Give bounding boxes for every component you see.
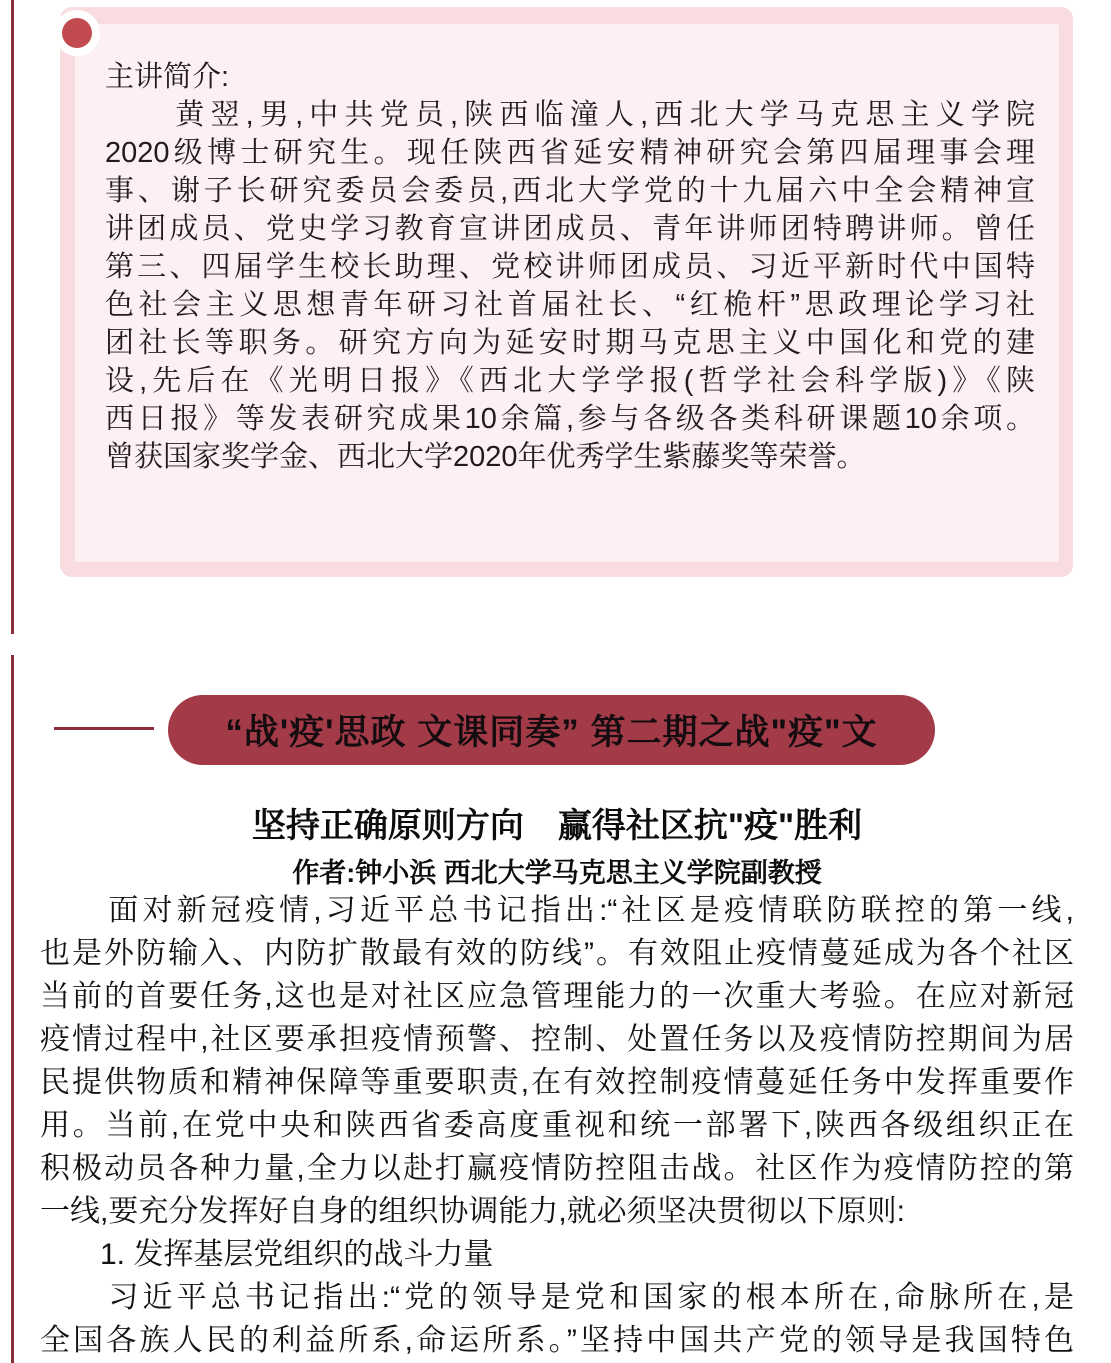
text-line: 也是外防输入、内防扩散最有效的防线”。有效阻止疫情蔓延成为各个社区 bbox=[40, 937, 1074, 970]
text-line: 讲团成员、党史学习教育宣讲团成员、青年讲师团特聘讲师。曾任 bbox=[105, 213, 1035, 245]
left-accent-line-bottom bbox=[11, 655, 14, 1363]
section-dash bbox=[54, 727, 154, 730]
text-line: 用。当前,在党中央和陕西省委高度重视和统一部署下,陕西各级组织正在 bbox=[40, 1109, 1074, 1142]
text-line: 团社长等职务。研究方向为延安时期马克思主义中国化和党的建 bbox=[105, 327, 1035, 359]
decorative-circle-dot-icon bbox=[62, 18, 92, 48]
decorative-circle bbox=[54, 10, 100, 56]
speaker-intro-card bbox=[60, 7, 1073, 577]
text-line: 黄翌,男,中共党员,陕西临潼人,西北大学马克思主义学院 bbox=[105, 99, 1035, 131]
text-line: 一线,要充分发挥好自身的组织协调能力,就必须坚决贯彻以下原则: bbox=[40, 1195, 906, 1228]
text-line: 当前的首要任务,这也是对社区应急管理能力的一次重大考验。在应对新冠 bbox=[40, 980, 1074, 1013]
speaker-intro-text bbox=[75, 24, 1059, 562]
text-line: 设,先后在《光明日报》《西北大学学报(哲学社会科学版)》《陕 bbox=[105, 365, 1035, 397]
text-line: 疫情过程中,社区要承担疫情预警、控制、处置任务以及疫情防控期间为居 bbox=[40, 1023, 1074, 1056]
text-line: 曾获国家奖学金、西北大学2020年优秀学生紫藤奖等荣誉。 bbox=[105, 441, 866, 473]
text-line: 西日报》等发表研究成果10余篇,参与各级各类科研课题10余项。 bbox=[105, 403, 1035, 435]
article-author: 作者:钟小浜 西北大学马克思主义学院副教授 bbox=[292, 858, 822, 888]
text-line: 积极动员各种力量,全力以赴打赢疫情防控阻击战。社区作为疫情防控的第 bbox=[40, 1152, 1074, 1185]
text-line: 民提供物质和精神保障等重要职责,在有效控制疫情蔓延任务中发挥重要作 bbox=[40, 1066, 1074, 1099]
text-line: 面对新冠疫情,习近平总书记指出:“社区是疫情联防联控的第一线, bbox=[40, 894, 1074, 927]
text-line: 色社会主义思想青年研习社首届社长、“红桅杆”思政理论学习社 bbox=[105, 289, 1035, 321]
text-line: 全国各族人民的利益所系,命运所系。”坚持中国共产党的领导是我国特色 bbox=[40, 1324, 1074, 1357]
series-banner-label: “战'疫'思政 文课同奏” 第二期之战"疫"文 bbox=[225, 713, 878, 752]
text-line: 1. 发挥基层党组织的战斗力量 bbox=[40, 1238, 494, 1271]
text-line: 习近平总书记指出:“党的领导是党和国家的根本所在,命脉所在,是 bbox=[40, 1281, 1074, 1314]
article-title: 坚持正确原则方向 赢得社区抗"疫"胜利 bbox=[251, 807, 863, 845]
text-line: 2020级博士研究生。现任陕西省延安精神研究会第四届理事会理 bbox=[105, 137, 1035, 169]
text-line: 第三、四届学生校长助理、党校讲师团成员、习近平新时代中国特 bbox=[105, 251, 1035, 283]
article-body bbox=[40, 889, 1074, 1362]
text-line: 主讲简介: bbox=[105, 61, 230, 93]
series-banner bbox=[168, 695, 935, 765]
left-accent-line-top bbox=[11, 0, 14, 634]
text-line: 事、谢子长研究委员会委员,西北大学党的十九届六中全会精神宣 bbox=[105, 175, 1035, 207]
